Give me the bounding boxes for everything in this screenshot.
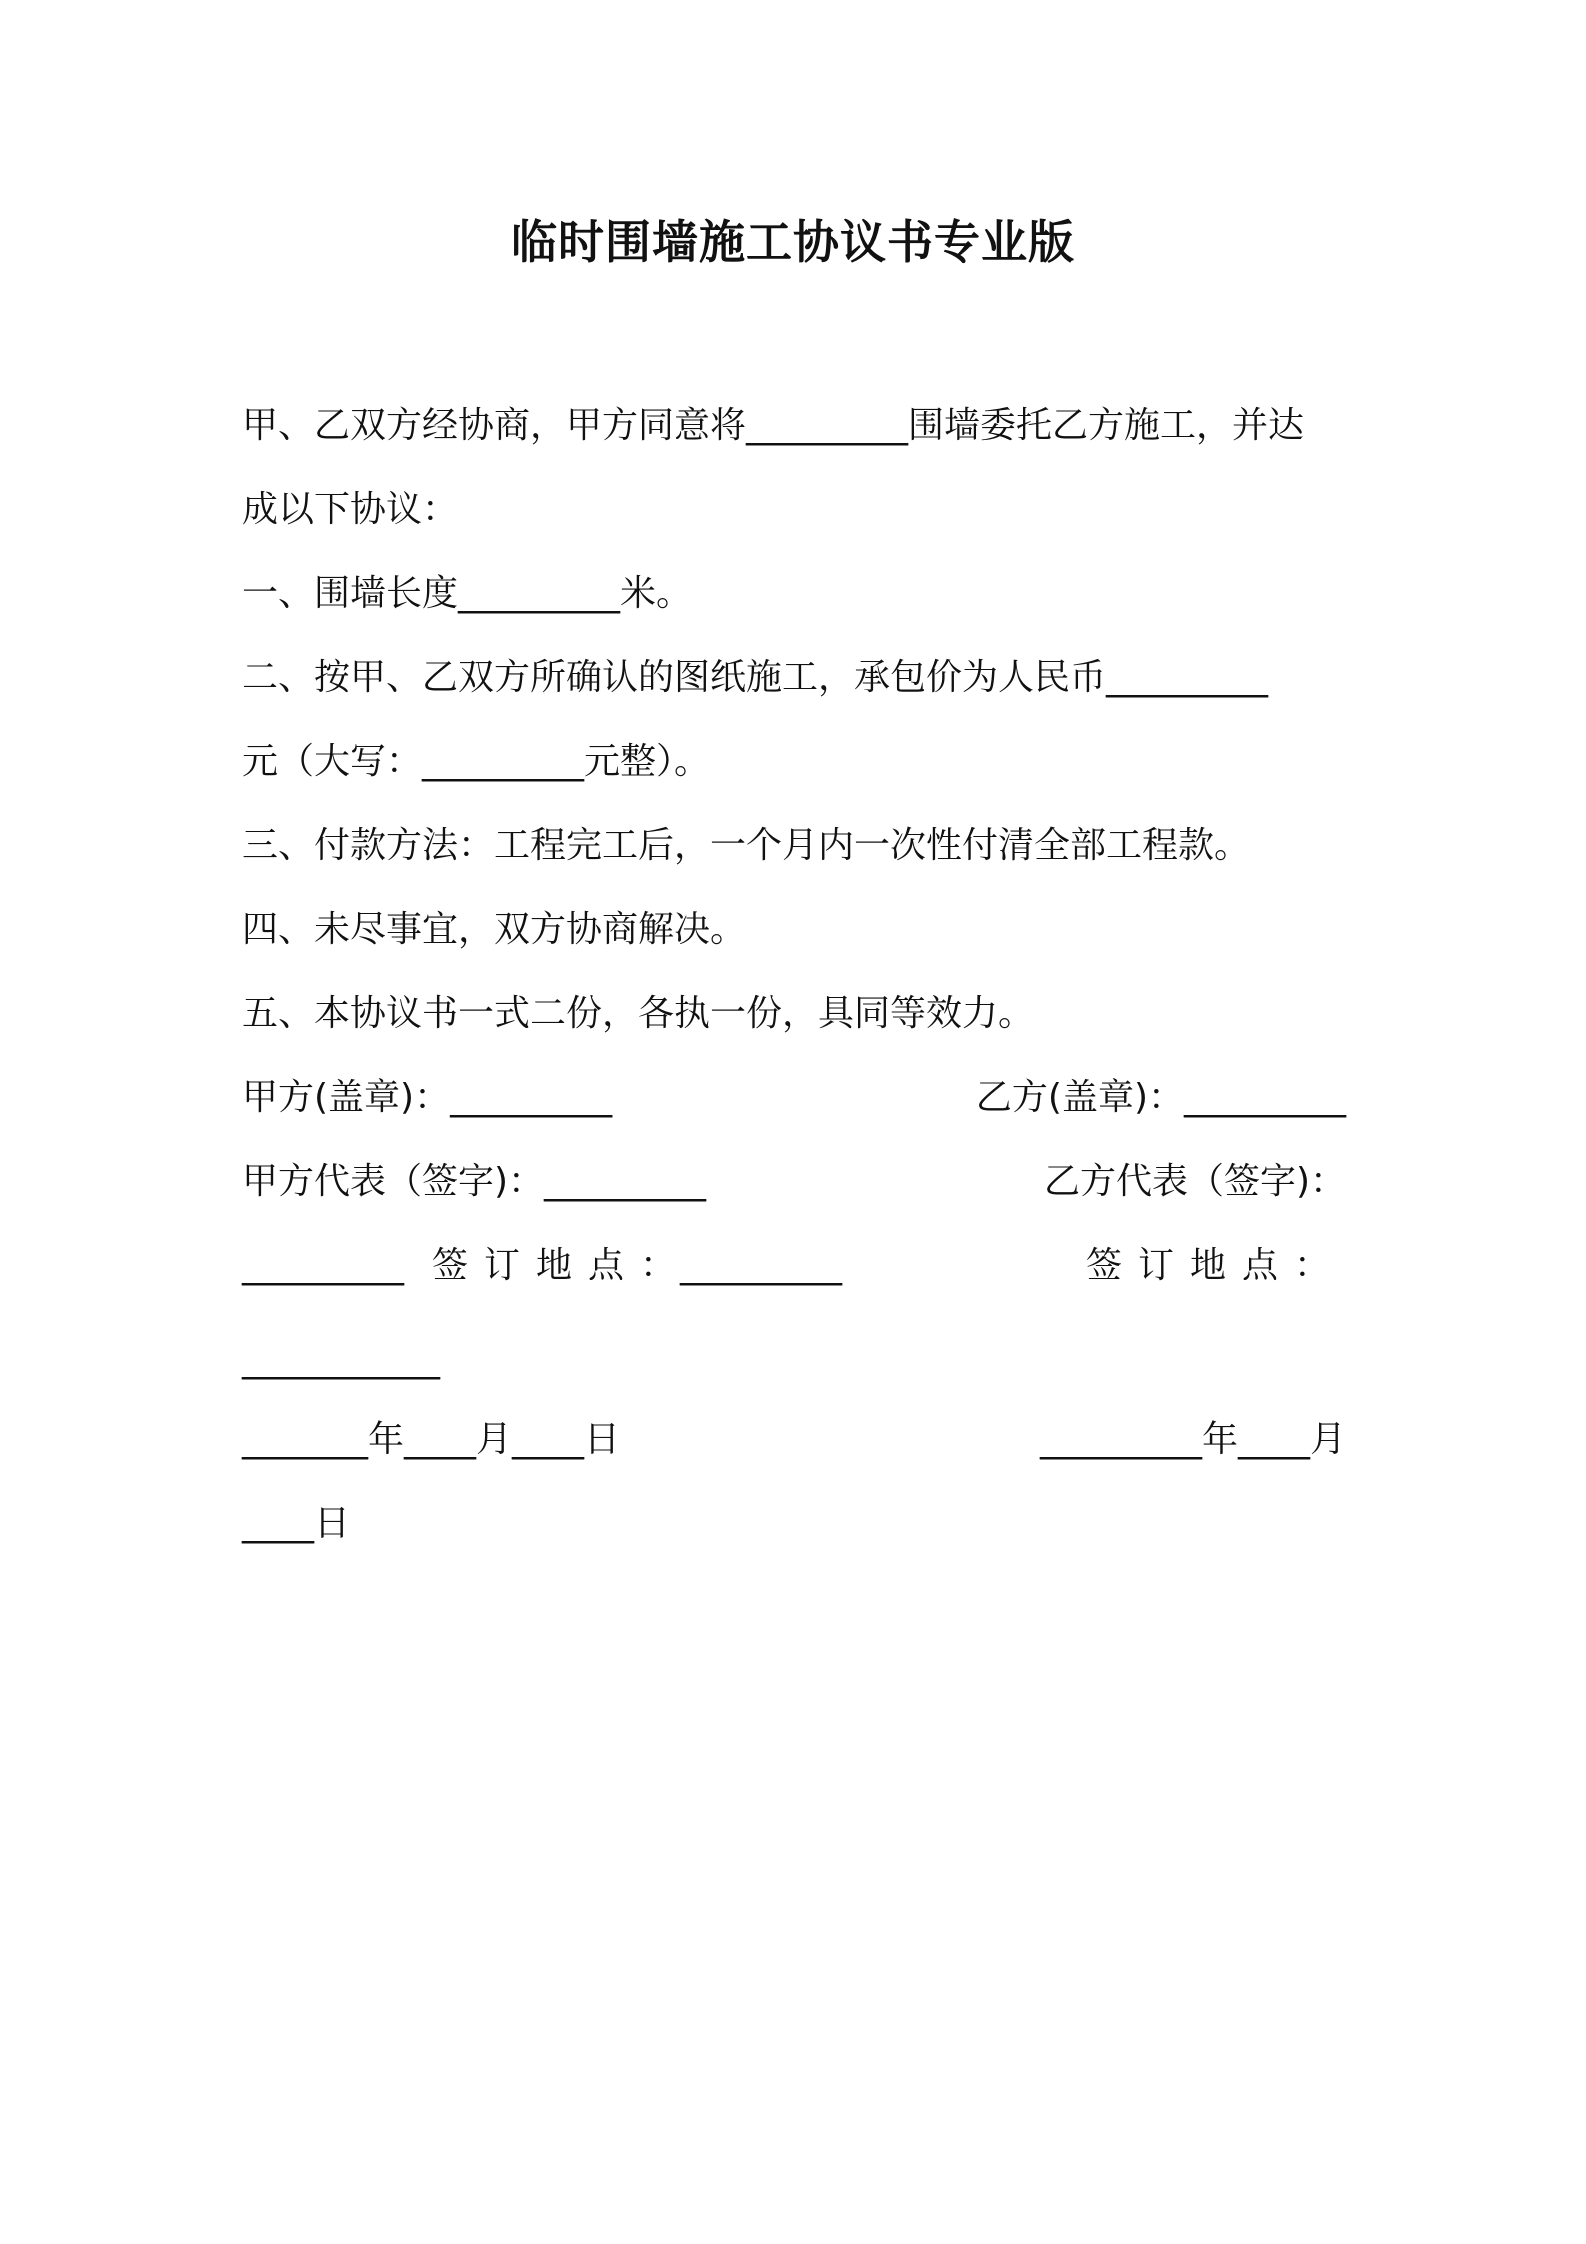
party-b-representative-blank: _________: [242, 1245, 404, 1286]
sign-place-a-label: 签订地点：: [432, 1245, 693, 1286]
clause-5: 五、本协议书一式二份，各执一份，具同等效力。: [242, 993, 1035, 1034]
party-a-representative: 甲方代表（签字)：_________: [242, 1161, 707, 1202]
clause-4: 四、未尽事宜，双方协商解决。: [242, 909, 747, 950]
party-a-seal: 甲方(盖章)：_________: [242, 1077, 613, 1118]
clause-2-line-2: 元（大写：_________元整）。: [242, 741, 711, 782]
sign-place-b-label: 签订地点：: [1085, 1245, 1346, 1286]
clause-1: 一、围墙长度_________米。: [242, 573, 693, 614]
document-title: 临时围墙施工协议书专业版: [511, 215, 1075, 269]
clause-3: 三、付款方法：工程完工后，一个月内一次性付清全部工程款。: [242, 825, 1251, 866]
intro-line-2: 成以下协议：: [242, 489, 459, 530]
intro-line-1: 甲、乙双方经协商，甲方同意将_________围墙委托乙方施工，并达: [242, 405, 1305, 446]
date-party-a: _______年____月____日: [242, 1419, 620, 1460]
sign-place-b-blank: ___________: [242, 1339, 440, 1380]
party-b-seal: 乙方(盖章)：_________: [975, 1077, 1346, 1118]
clause-2-line-1: 二、按甲、乙双方所确认的图纸施工，承包价为人民币_________: [242, 657, 1269, 698]
date-party-b: _________年____月: [1040, 1419, 1346, 1460]
sign-place-a-blank: _________: [680, 1245, 842, 1286]
date-party-b-day: ____日: [242, 1503, 351, 1544]
party-b-representative: 乙方代表（签字)：: [1043, 1161, 1346, 1202]
